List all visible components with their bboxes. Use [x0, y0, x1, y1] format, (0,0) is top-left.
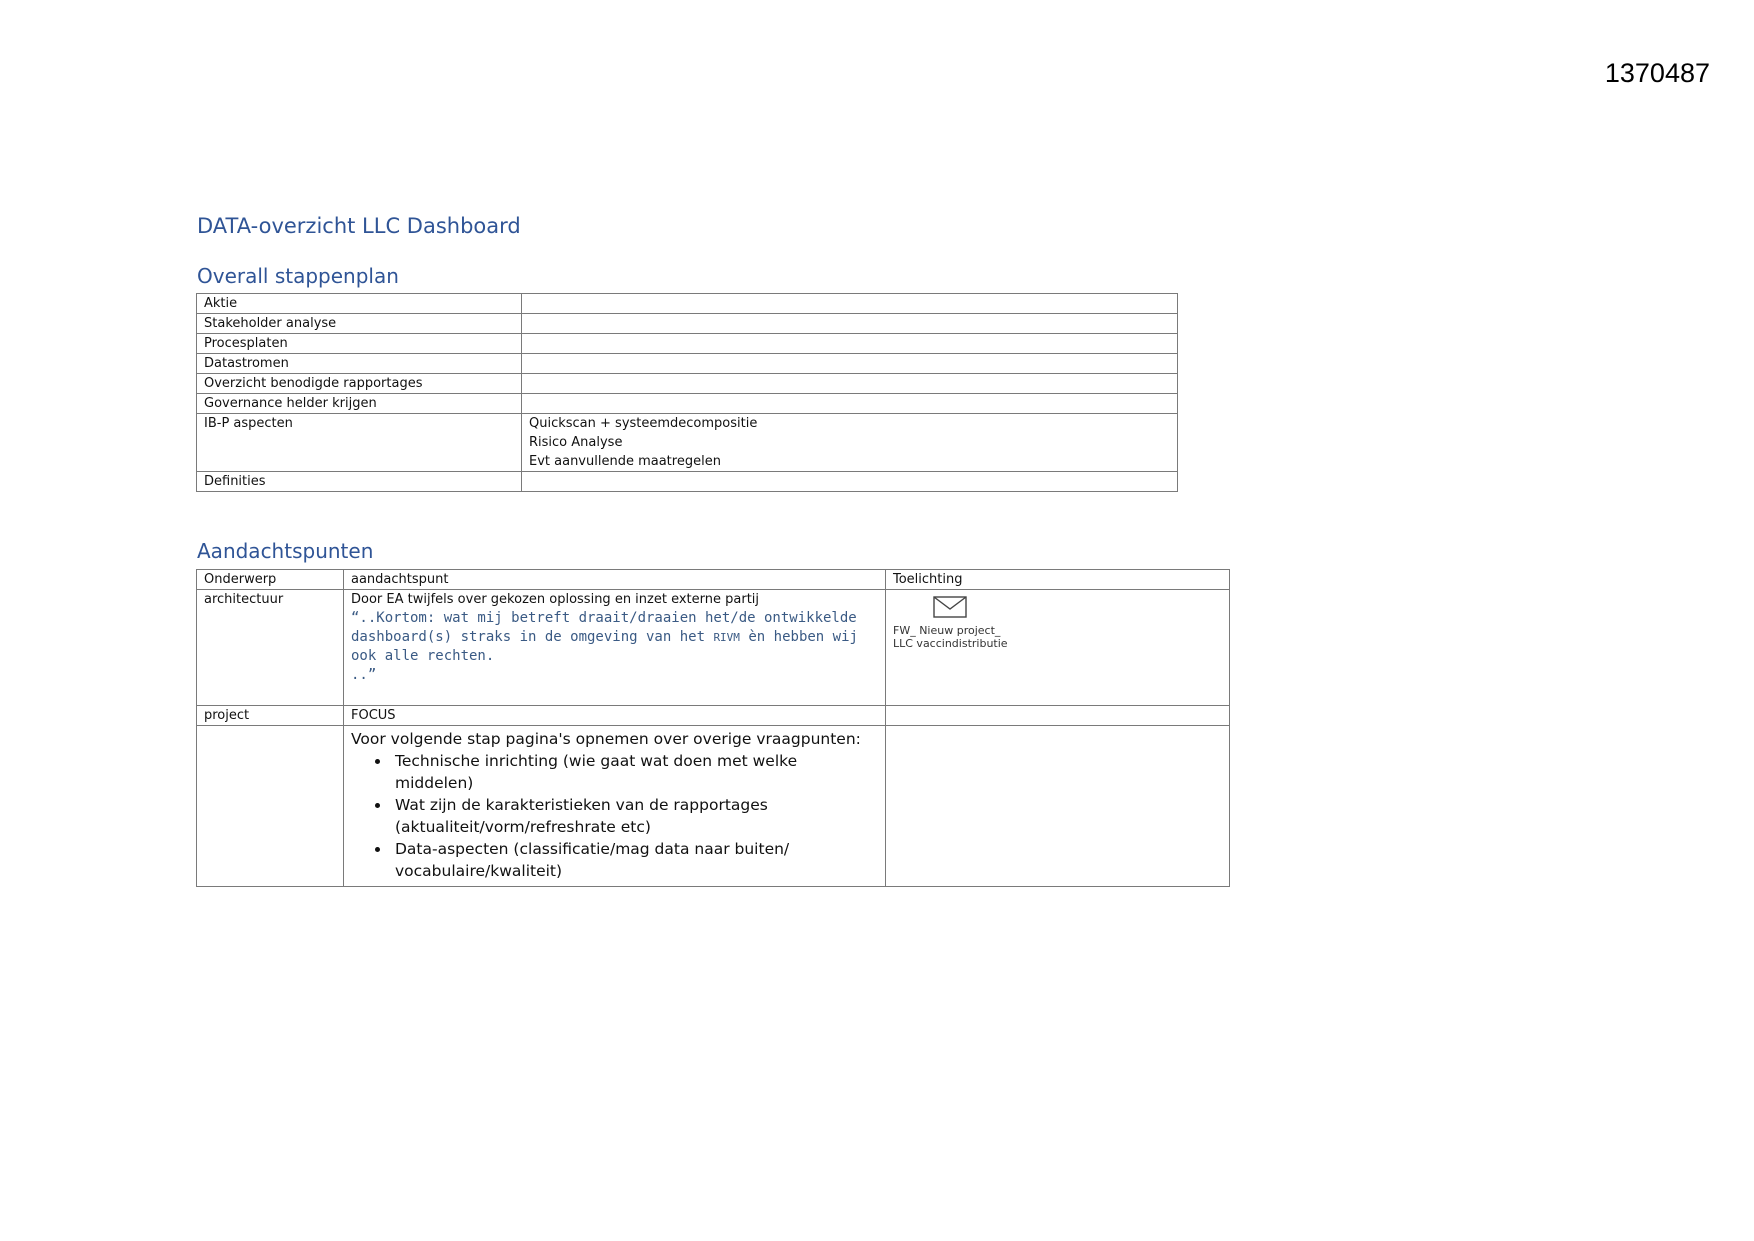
list-item: • Wat zijn de karakteristieken van de rapportages (aktualiteit/vorm/refreshrate etc)	[391, 794, 878, 838]
table-row	[197, 394, 1178, 414]
column-header: Onderwerp	[197, 570, 344, 590]
mail-icon	[933, 596, 967, 618]
quote-end: ..”	[351, 667, 377, 683]
point-cell	[344, 726, 886, 887]
quote-text	[351, 609, 878, 666]
table-row	[197, 334, 1178, 354]
plan-detail-line: Quickscan + systeemdecompositie	[529, 416, 758, 431]
attachment-label: LLC vaccindistributie	[893, 637, 1008, 650]
list-item: • Technische inrichting (wie gaat wat doen met welke middelen)	[391, 750, 878, 794]
table-row	[197, 354, 1178, 374]
list-item: • Data-aspecten (classificatie/mag data naar buiten/ vocabulaire/kwaliteit)	[391, 838, 878, 882]
plan-detail	[522, 354, 1178, 374]
plan-label: Stakeholder analyse	[197, 314, 522, 334]
plan-table	[196, 293, 1178, 492]
page-number: 1370487	[1604, 58, 1710, 88]
point-cell: FOCUS	[344, 706, 886, 726]
quote-org: RIVM	[713, 631, 740, 644]
table-row	[197, 472, 1178, 492]
plan-label: Procesplaten	[197, 334, 522, 354]
plan-heading: Overall stappenplan	[197, 264, 399, 288]
quote-part: “..Kortom: wat mij betreft draait/draaien het/de ontwikkelde dashboard(s) straks in de omgeving van het	[351, 610, 857, 645]
plan-detail	[522, 394, 1178, 414]
explanation-cell	[886, 590, 1230, 706]
points-heading: Aandachtspunten	[197, 539, 374, 563]
point-intro: Voor volgende stap pagina's opnemen over overige vraagpunten:	[351, 730, 861, 748]
plan-detail	[522, 472, 1178, 492]
explanation-cell	[886, 706, 1230, 726]
plan-label: Overzicht benodigde rapportages	[197, 374, 522, 394]
table-row	[197, 374, 1178, 394]
plan-label: Aktie	[197, 294, 522, 314]
quote-part: èn hebben wij ook alle rechten.	[351, 629, 858, 664]
table-row	[197, 706, 1230, 726]
plan-detail	[522, 314, 1178, 334]
table-row	[197, 294, 1178, 314]
plan-detail	[522, 334, 1178, 354]
explanation-cell	[886, 726, 1230, 887]
column-header: aandachtspunt	[344, 570, 886, 590]
table-row	[197, 590, 1230, 706]
plan-label: Definities	[197, 472, 522, 492]
table-row	[197, 314, 1178, 334]
plan-label: IB-P aspecten	[197, 414, 522, 472]
plan-detail	[522, 374, 1178, 394]
document-title: DATA-overzicht LLC Dashboard	[197, 214, 521, 238]
bullet-list	[351, 750, 878, 882]
table-header-row	[197, 570, 1230, 590]
attachment-label: FW_ Nieuw project_	[893, 624, 1001, 637]
email-attachment[interactable]	[893, 590, 1222, 650]
subject-cell: architectuur	[197, 590, 344, 706]
point-cell	[344, 590, 886, 706]
subject-cell	[197, 726, 344, 887]
plan-detail	[522, 414, 1178, 472]
points-table	[196, 569, 1230, 887]
plan-detail	[522, 294, 1178, 314]
plan-detail-line: Evt aanvullende maatregelen	[529, 454, 721, 469]
plan-detail-line: Risico Analyse	[529, 435, 623, 450]
table-row	[197, 414, 1178, 472]
plan-label: Governance helder krijgen	[197, 394, 522, 414]
point-text: Door EA twijfels over gekozen oplossing en inzet externe partij	[351, 592, 760, 607]
table-row	[197, 726, 1230, 887]
plan-label: Datastromen	[197, 354, 522, 374]
subject-cell: project	[197, 706, 344, 726]
column-header: Toelichting	[886, 570, 1230, 590]
